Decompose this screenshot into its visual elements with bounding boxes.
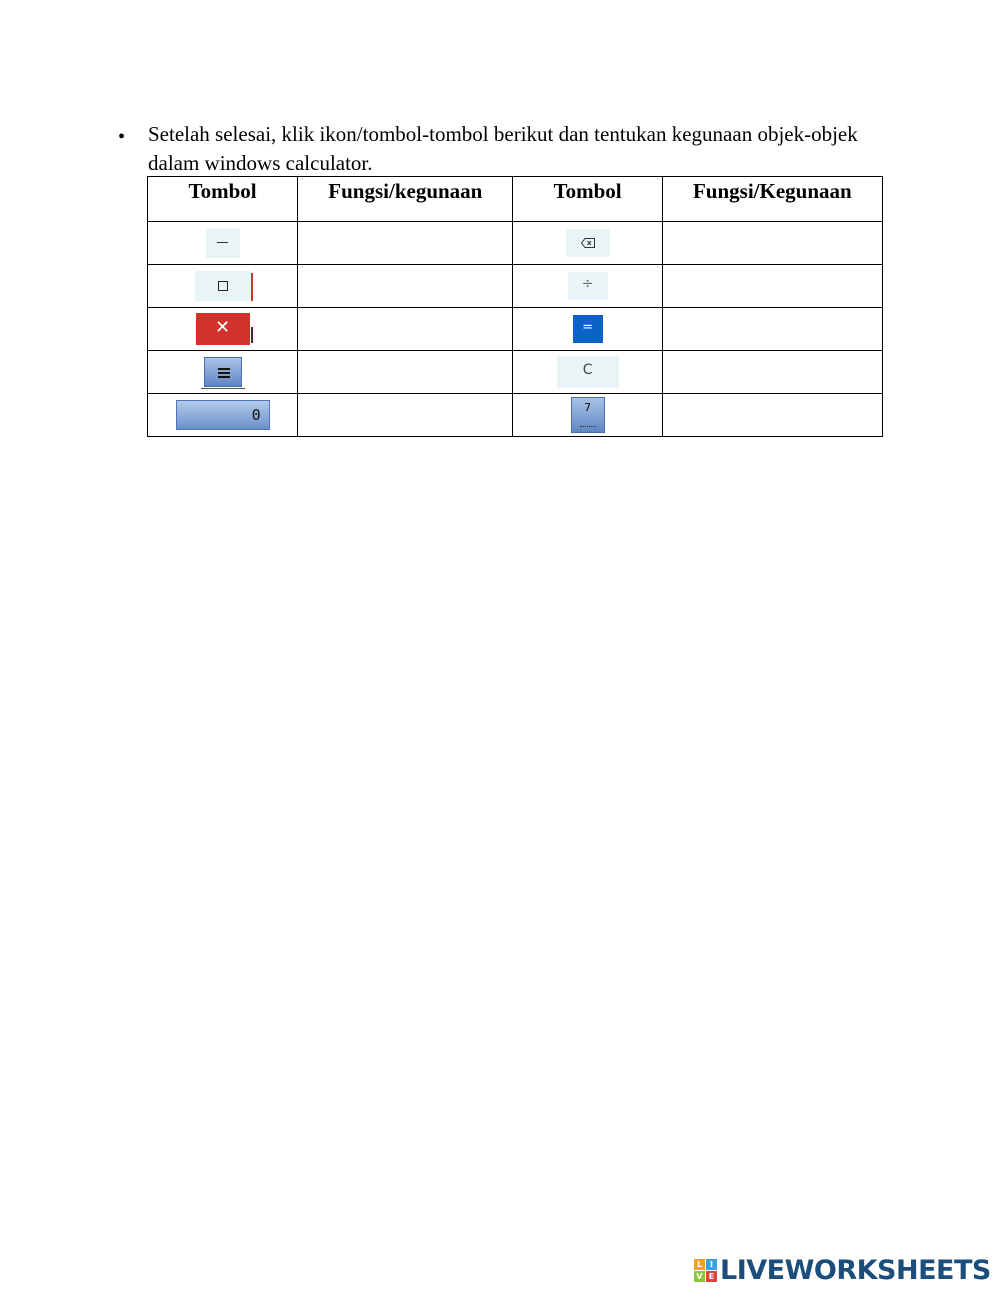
answer-cell[interactable]: [662, 351, 882, 394]
divide-icon: [568, 272, 608, 300]
logo-letter: I: [706, 1259, 717, 1270]
button-cell: [148, 265, 298, 308]
button-cell: [513, 351, 662, 394]
equals-icon: [573, 315, 603, 343]
header-tombol-left: Tombol: [148, 177, 298, 222]
maximize-icon: [195, 271, 251, 301]
menu-icon: [204, 357, 242, 387]
answer-cell[interactable]: [662, 222, 882, 265]
button-cell: [148, 394, 298, 437]
button-cell: [513, 308, 662, 351]
table-row: [148, 265, 883, 308]
minimize-icon: [206, 228, 240, 258]
button-cell: [513, 394, 662, 437]
table-row: [148, 394, 883, 437]
instruction-block: [118, 120, 888, 178]
answer-cell[interactable]: [662, 265, 882, 308]
logo-letter: V: [694, 1271, 705, 1282]
display-value: 0: [251, 406, 261, 424]
calculator-buttons-table: [147, 176, 883, 437]
liveworksheets-logo: [694, 1254, 991, 1286]
button-cell: [148, 222, 298, 265]
live-logo-icon: [694, 1259, 717, 1282]
button-cell: [513, 222, 662, 265]
answer-cell[interactable]: [298, 394, 513, 437]
button-cell: [513, 265, 662, 308]
logo-letter: L: [694, 1259, 705, 1270]
seven-glyph: 7: [584, 401, 592, 414]
header-tombol-right: Tombol: [513, 177, 662, 222]
header-fungsi-right: Fungsi/Kegunaan: [662, 177, 882, 222]
close-glyph: ✕: [215, 317, 231, 338]
logo-letter: E: [706, 1271, 717, 1282]
answer-cell[interactable]: [298, 222, 513, 265]
clear-glyph: C: [582, 362, 593, 378]
table-row: [148, 222, 883, 265]
table-row: [148, 351, 883, 394]
equals-glyph: =: [582, 320, 594, 335]
logo-text: LIVEWORKSHEETS: [720, 1254, 991, 1286]
answer-cell[interactable]: [298, 351, 513, 394]
divide-glyph: ÷: [581, 276, 594, 292]
instruction-text: Setelah selesai, klik ikon/tombol-tombol berikut dan tentukan kegunaan objek-objek dalam windows calculator.: [148, 122, 858, 175]
bullet-icon: •: [118, 126, 126, 148]
answer-cell[interactable]: [662, 394, 882, 437]
display-icon: [176, 400, 270, 430]
header-fungsi-left: Fungsi/kegunaan: [298, 177, 513, 222]
answer-cell[interactable]: [298, 265, 513, 308]
button-cell: [148, 308, 298, 351]
answer-cell[interactable]: [662, 308, 882, 351]
table-header-row: [148, 177, 883, 222]
backspace-icon: [566, 229, 610, 257]
seven-key-icon: [571, 397, 605, 433]
close-icon: [196, 313, 250, 345]
clear-icon: [557, 356, 619, 388]
answer-cell[interactable]: [298, 308, 513, 351]
table-row: [148, 308, 883, 351]
button-cell: [148, 351, 298, 394]
